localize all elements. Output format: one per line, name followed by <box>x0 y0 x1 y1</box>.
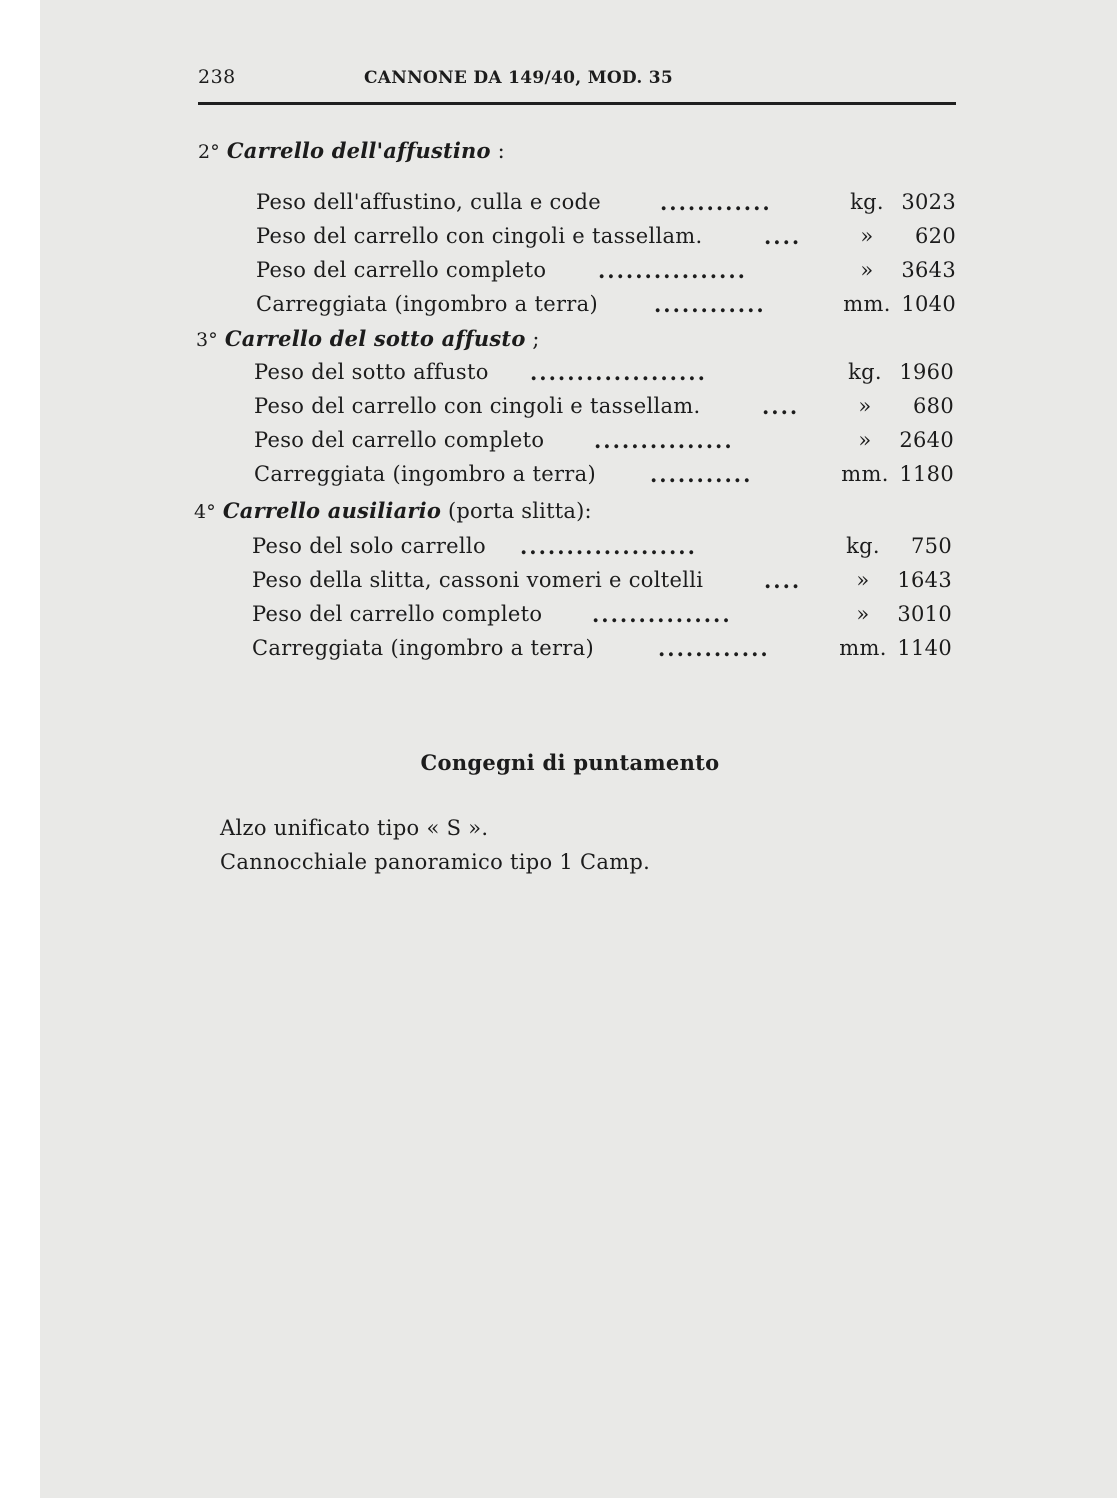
spec-value: 1960 <box>899 360 954 384</box>
dot-leaders: ............ <box>654 292 766 317</box>
spec-unit: kg. <box>850 190 884 214</box>
spec-value: 620 <box>915 224 956 248</box>
dot-leaders: ........... <box>650 462 753 487</box>
section-heading-aiming: Congegni di puntamento <box>420 750 720 775</box>
spec-row <box>252 568 952 602</box>
dot-leaders: ................... <box>530 360 707 385</box>
spec-unit: » <box>858 394 872 418</box>
section-heading <box>198 138 505 163</box>
dot-leaders: ............... <box>594 428 734 453</box>
spec-row <box>252 602 952 636</box>
section-heading <box>194 498 592 523</box>
spec-label: Carreggiata (ingombro a terra) <box>252 636 594 660</box>
left-margin <box>0 0 40 1498</box>
section-number: 3° <box>196 329 218 351</box>
section-heading <box>196 326 540 351</box>
spec-label: Peso del sotto affusto <box>254 360 489 384</box>
spec-value: 3023 <box>901 190 956 214</box>
spec-value: 1140 <box>897 636 952 660</box>
spec-value: 750 <box>911 534 952 558</box>
spec-label: Peso della slitta, cassoni vomeri e coltelli <box>252 568 704 592</box>
spec-value: 1180 <box>899 462 954 486</box>
dot-leaders: ................... <box>520 534 697 559</box>
dot-leaders: .... <box>762 394 800 419</box>
spec-unit: mm. <box>843 292 891 316</box>
spec-unit: » <box>856 568 870 592</box>
dot-leaders: ............... <box>592 602 732 627</box>
spec-value: 1040 <box>901 292 956 316</box>
spec-row <box>256 258 956 292</box>
spec-row <box>252 534 952 568</box>
spec-unit: kg. <box>848 360 882 384</box>
section-number: 4° <box>194 501 216 523</box>
running-title: CANNONE DA 149/40, MOD. 35 <box>363 68 674 88</box>
section-title: Carrello del sotto affusto <box>224 326 526 351</box>
spec-unit: » <box>860 224 874 248</box>
spec-unit: kg. <box>846 534 880 558</box>
spec-label: Peso del solo carrello <box>252 534 486 558</box>
spec-row <box>256 224 956 258</box>
page-number: 238 <box>198 66 236 88</box>
spec-label: Carreggiata (ingombro a terra) <box>256 292 598 316</box>
spec-value: 2640 <box>899 428 954 452</box>
spec-value: 680 <box>913 394 954 418</box>
page-header <box>198 66 956 96</box>
section-title: Carrello ausiliario <box>222 498 442 523</box>
dot-leaders: ............ <box>658 636 770 661</box>
spec-label: Carreggiata (ingombro a terra) <box>254 462 596 486</box>
spec-row <box>252 636 952 670</box>
header-rule <box>198 102 956 105</box>
section-number: 2° <box>198 141 220 163</box>
dot-leaders: ................ <box>598 258 747 283</box>
spec-unit: » <box>856 602 870 626</box>
spec-unit: » <box>858 428 872 452</box>
spec-row <box>254 428 954 462</box>
section-title: Carrello dell'affustino <box>226 138 491 163</box>
spec-label: Peso dell'affustino, culla e code <box>256 190 602 214</box>
spec-unit: » <box>860 258 874 282</box>
spec-row <box>256 292 956 326</box>
spec-row <box>256 190 956 224</box>
spec-unit: mm. <box>839 636 887 660</box>
spec-row <box>254 360 954 394</box>
spec-value: 3643 <box>901 258 956 282</box>
text-line: Alzo unificato tipo « S ». <box>220 816 489 840</box>
dot-leaders: ............ <box>660 190 772 215</box>
section-suffix: : <box>490 139 505 163</box>
spec-value: 1643 <box>897 568 952 592</box>
spec-value: 3010 <box>897 602 952 626</box>
spec-row <box>254 462 954 496</box>
dot-leaders: .... <box>764 224 802 249</box>
dot-leaders: .... <box>764 568 802 593</box>
spec-label: Peso del carrello completo <box>254 428 545 452</box>
spec-label: Peso del carrello con cingoli e tassellam. <box>254 394 701 418</box>
spec-label: Peso del carrello completo <box>252 602 543 626</box>
spec-label: Peso del carrello completo <box>256 258 547 282</box>
section-suffix: ; <box>525 327 540 351</box>
spec-row <box>254 394 954 428</box>
spec-label: Peso del carrello con cingoli e tassellam. <box>256 224 703 248</box>
text-line: Cannocchiale panoramico tipo 1 Camp. <box>220 850 651 874</box>
spec-unit: mm. <box>841 462 889 486</box>
section-suffix: (porta slitta): <box>441 499 592 523</box>
